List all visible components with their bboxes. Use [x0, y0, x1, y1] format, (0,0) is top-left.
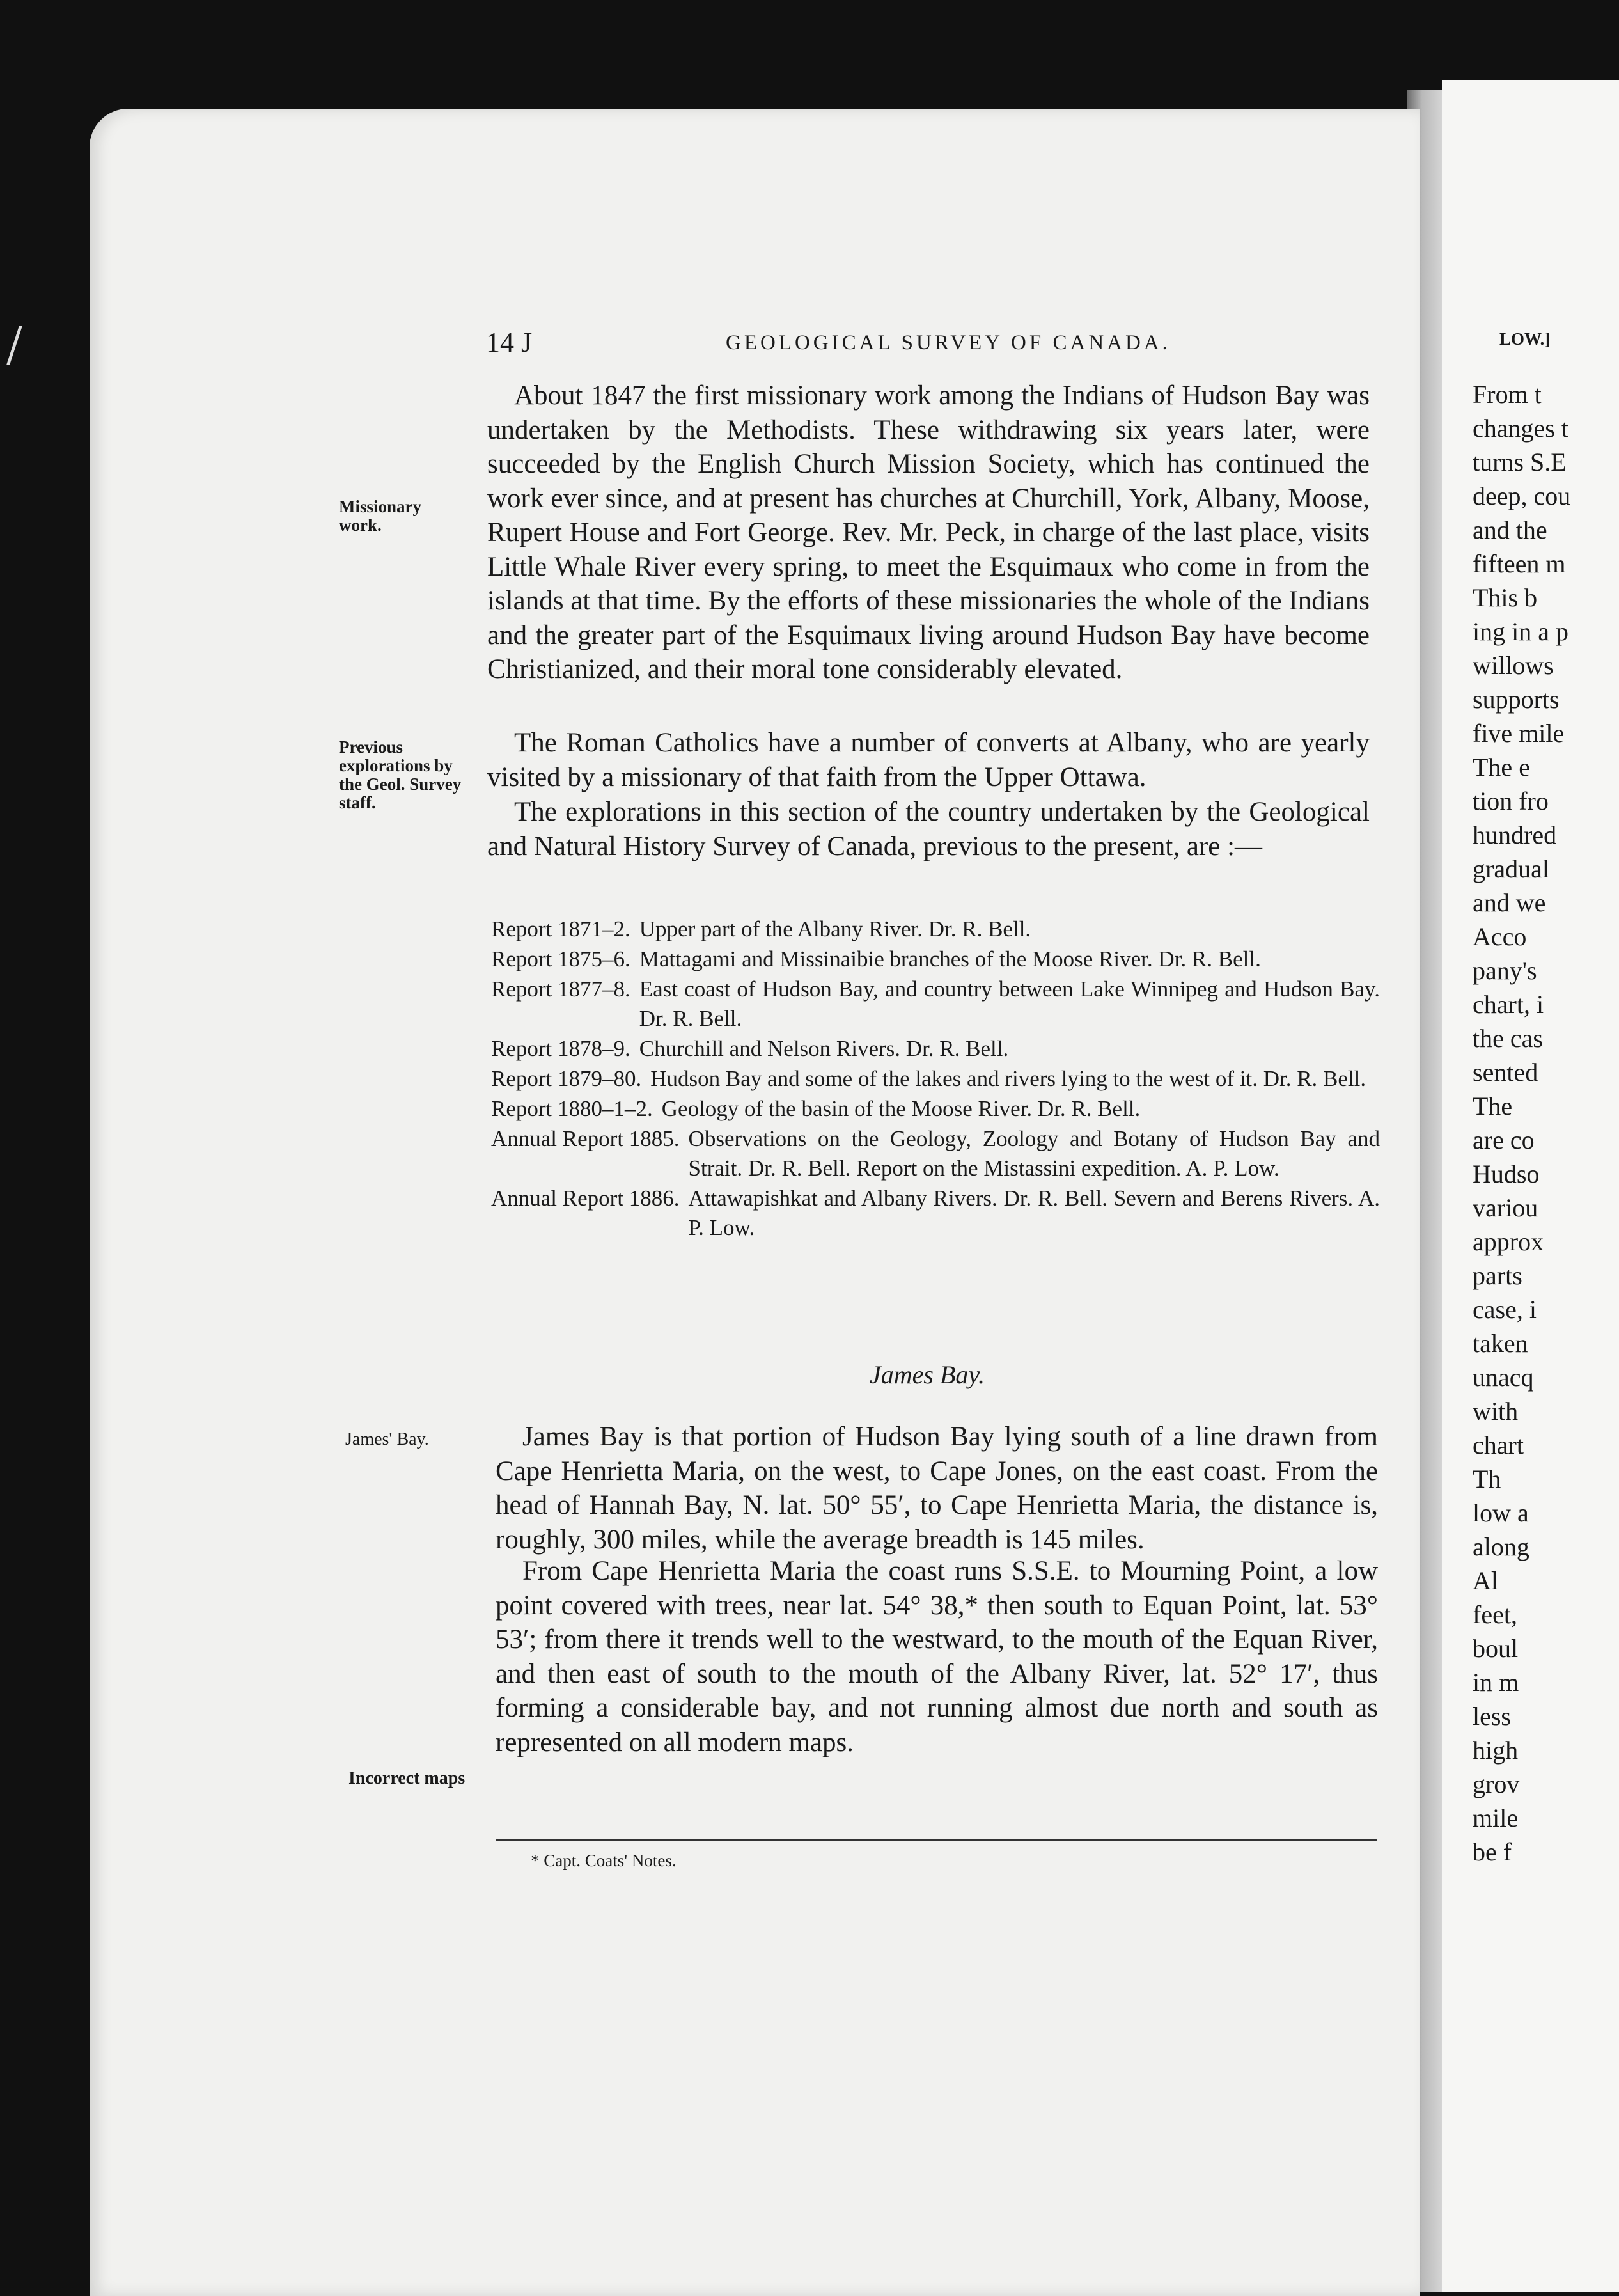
right-page-line: ing in a p	[1473, 617, 1568, 646]
right-page-line: case, i	[1473, 1295, 1537, 1324]
report-text: Hudson Bay and some of the lakes and rivers lying to the west of it. Dr. R. Bell.	[650, 1066, 1366, 1091]
report-text: Attawapishkat and Albany Rivers. Dr. R. Bell. Severn and Berens Rivers. A. P. Low.	[688, 1186, 1380, 1240]
report-list	[491, 915, 1380, 1243]
page-number: 14 J	[486, 327, 533, 358]
right-page-running-head: LOW.]	[1499, 329, 1551, 349]
right-page-line: grov	[1473, 1770, 1520, 1798]
right-page-line: approx	[1473, 1227, 1544, 1256]
right-page-line: along	[1473, 1532, 1529, 1561]
right-page-line: variou	[1473, 1193, 1538, 1222]
right-page-line: Hudso	[1473, 1160, 1540, 1188]
right-page-line: Th	[1473, 1465, 1501, 1493]
report-label: Report 1877–8.	[491, 977, 630, 1002]
report-item	[491, 1184, 1380, 1243]
footnote-divider	[496, 1839, 1377, 1841]
report-item	[491, 915, 1380, 944]
report-text: Observations on the Geology, Zoology and Botany of Hudson Bay and Strait. Dr. R. Bell. Report on the Mistassini expedition. A. P. Low.	[688, 1126, 1380, 1181]
right-page-line: in m	[1473, 1668, 1519, 1697]
margin-note-previous-explorations: Previous explorations by the Geol. Survey staff.	[339, 737, 462, 812]
paragraph-missionary-work: About 1847 the first missionary work among the Indians of Hudson Bay was undertaken by the Methodists. These withdrawing six years later, were succeeded by the English Church Mission Society, which has continued the work ever since, and at present has churches at Churchill, York, Albany, Moose, Rupert House and Fort George. Rev. Mr. Peck, in charge of the last place, visits Little Whale River every spring, to meet the Esquimaux who come in from the islands at that time. By the efforts of these missionaries the whole of the Indians and the greater part of the Esquimaux living around Hudson Bay have become Christianized, and their moral tone considerably elevated.	[487, 381, 1370, 684]
report-item	[491, 975, 1380, 1034]
right-page-line: be f	[1473, 1837, 1512, 1866]
right-page-line: gradual	[1473, 854, 1549, 883]
right-page-line: fifteen m	[1473, 549, 1566, 578]
scan-mark	[6, 326, 32, 365]
paragraph-james-bay: James Bay is that portion of Hudson Bay lying south of a line drawn from Cape Henrietta Maria, on the west, to Cape Jones, on the east coast. From the head of Hannah Bay, N. lat. 50° 55′, to Cape Henrietta Maria, the distance is, roughly, 300 miles, while the average breadth is 145 miles.	[496, 1422, 1378, 1555]
right-page-line: low a	[1473, 1498, 1529, 1527]
paragraph-explorations: The explorations in this section of the country undertaken by the Geological and Natural History Survey of Canada, previous to the present, are :—	[487, 797, 1370, 861]
report-label: Report 1880–1–2.	[491, 1096, 653, 1121]
running-head: GEOLOGICAL SURVEY OF CANADA.	[726, 331, 1171, 354]
report-text: Geology of the basin of the Moose River. Dr. R. Bell.	[661, 1096, 1141, 1121]
right-page-line: The e	[1473, 753, 1530, 782]
right-page-line: pany's	[1473, 956, 1537, 985]
right-page-line: changes t	[1473, 414, 1568, 443]
right-page-line: taken	[1473, 1329, 1528, 1358]
right-page-line: mile	[1473, 1804, 1519, 1832]
right-page-line: tion fro	[1473, 787, 1549, 815]
report-item	[491, 1064, 1380, 1094]
report-label: Report 1871–2.	[491, 916, 630, 941]
right-page-line: five mile	[1473, 719, 1565, 748]
right-page-line: with	[1473, 1397, 1519, 1426]
right-page-line: Al	[1473, 1566, 1498, 1595]
right-page-line: From t	[1473, 380, 1542, 409]
right-page-line: hundred	[1473, 821, 1557, 849]
right-page-line: This b	[1473, 583, 1538, 612]
right-page-line: chart	[1473, 1431, 1524, 1459]
margin-note-missionary: Missionary work.	[339, 497, 422, 535]
report-item	[491, 1124, 1380, 1183]
right-page-line: turns S.E	[1473, 448, 1567, 476]
report-item	[491, 1034, 1380, 1064]
right-page-line: deep, cou	[1473, 482, 1571, 510]
report-text: East coast of Hudson Bay, and country between Lake Winnipeg and Hudson Bay. Dr. R. Bell.	[639, 977, 1380, 1031]
report-label: Report 1875–6.	[491, 947, 630, 971]
report-item	[491, 1094, 1380, 1124]
right-page-line: parts	[1473, 1261, 1522, 1290]
footnote: * Capt. Coats' Notes.	[531, 1851, 677, 1870]
section-heading-james-bay: James Bay.	[870, 1360, 985, 1389]
paragraph-roman-catholics: The Roman Catholics have a number of converts at Albany, who are yearly visited by a missionary of that faith from the Upper Ottawa.	[487, 728, 1370, 792]
margin-note-incorrect-maps: Incorrect maps	[348, 1768, 465, 1788]
right-page-line: supports	[1473, 685, 1560, 714]
right-page-line: and we	[1473, 888, 1546, 917]
right-page-line: The	[1473, 1092, 1513, 1120]
right-page-line: less	[1473, 1702, 1511, 1731]
right-page-line: and the	[1473, 515, 1547, 544]
report-text: Churchill and Nelson Rivers. Dr. R. Bell.	[639, 1036, 1009, 1061]
right-page-line: boul	[1473, 1634, 1519, 1663]
right-page-line: are co	[1473, 1126, 1535, 1154]
right-page-line: willows	[1473, 651, 1554, 680]
right-page-line: sented	[1473, 1058, 1538, 1087]
right-page	[1442, 80, 1619, 2292]
right-page-line: the cas	[1473, 1024, 1543, 1053]
report-label: Report 1878–9.	[491, 1036, 630, 1061]
report-text: Mattagami and Missinaibie branches of the Moose River. Dr. R. Bell.	[639, 947, 1261, 971]
right-page-text	[1473, 377, 1619, 1869]
paragraph-coastline: From Cape Henrietta Maria the coast runs S.S.E. to Mourning Point, a low point covered with trees, near lat. 54° 38,* then south to Equan Point, lat. 53° 53′; from there it trends well to the westward, to the mouth of the Equan River, and then east of south to the mouth of the Albany River, lat. 52° 17′, thus forming a considerable bay, and not running almost due north and south as represented on all modern maps.	[496, 1556, 1378, 1757]
report-text: Upper part of the Albany River. Dr. R. Bell.	[639, 916, 1031, 941]
report-item	[491, 945, 1380, 974]
report-label: Annual Report 1885.	[491, 1126, 680, 1151]
right-page-line: Acco	[1473, 922, 1527, 951]
margin-note-james-bay: James' Bay.	[345, 1429, 429, 1449]
right-page-line: chart, i	[1473, 990, 1544, 1019]
report-label: Annual Report 1886.	[491, 1186, 680, 1211]
right-page-line: high	[1473, 1736, 1519, 1765]
report-label: Report 1879–80.	[491, 1066, 642, 1091]
right-page-line: unacq	[1473, 1363, 1534, 1392]
right-page-line: feet,	[1473, 1600, 1517, 1629]
